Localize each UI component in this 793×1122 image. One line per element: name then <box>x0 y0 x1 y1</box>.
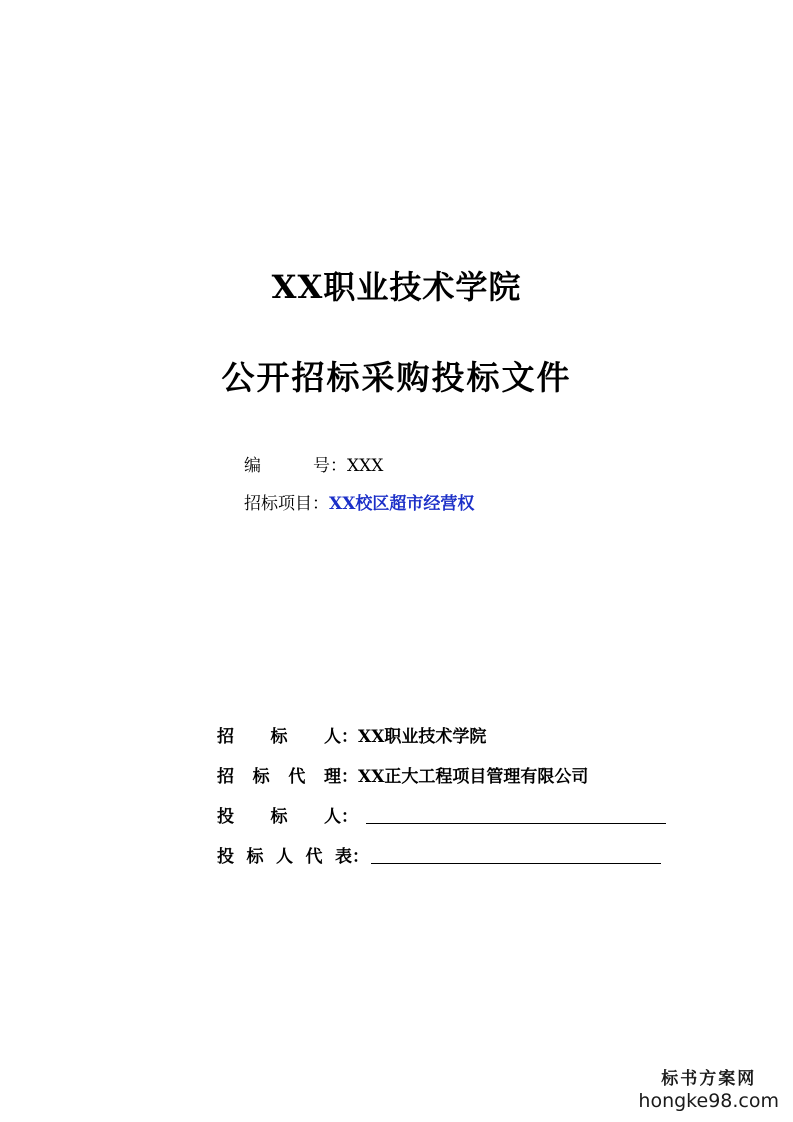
bidder-representative-blank-line <box>371 862 661 864</box>
agent-colon: ： <box>341 767 358 787</box>
tender-project-row <box>244 489 474 514</box>
watermark-cn-text: 标书方案网 <box>661 1069 757 1089</box>
agent-label: 招标代理 <box>217 767 341 787</box>
document-number-colon: ： <box>330 456 347 476</box>
agent-value: XX正大工程项目管理有限公司 <box>358 767 589 787</box>
bidder-representative-row <box>217 842 661 867</box>
tenderer-colon: ： <box>341 727 358 747</box>
bidder-row <box>217 802 666 827</box>
tender-project-label: 招标项目 <box>244 494 312 514</box>
document-number-label: 编号 <box>244 456 330 476</box>
tender-project-colon: ： <box>312 494 329 514</box>
tenderer-label: 招标人 <box>217 727 341 747</box>
bidder-representative-label: 投标人代表 <box>217 847 352 867</box>
site-watermark <box>638 1068 779 1112</box>
agent-row <box>217 762 588 787</box>
tenderer-row <box>217 722 486 747</box>
watermark-url-text: hongke98.com <box>638 1090 779 1112</box>
document-number-row <box>244 451 383 476</box>
bidder-representative-colon: ： <box>352 847 369 867</box>
document-number-value: XXX <box>347 456 384 476</box>
document-title: 公开招标采购投标文件 <box>221 358 572 397</box>
bidder-blank-line <box>366 822 666 824</box>
institution-title: XX职业技术学院 <box>271 268 522 306</box>
bidder-colon: ： <box>341 807 358 827</box>
tenderer-value: XX职业技术学院 <box>358 727 487 747</box>
bidder-label: 投标人 <box>217 807 341 827</box>
tender-project-value: XX校区超市经营权 <box>329 494 475 514</box>
